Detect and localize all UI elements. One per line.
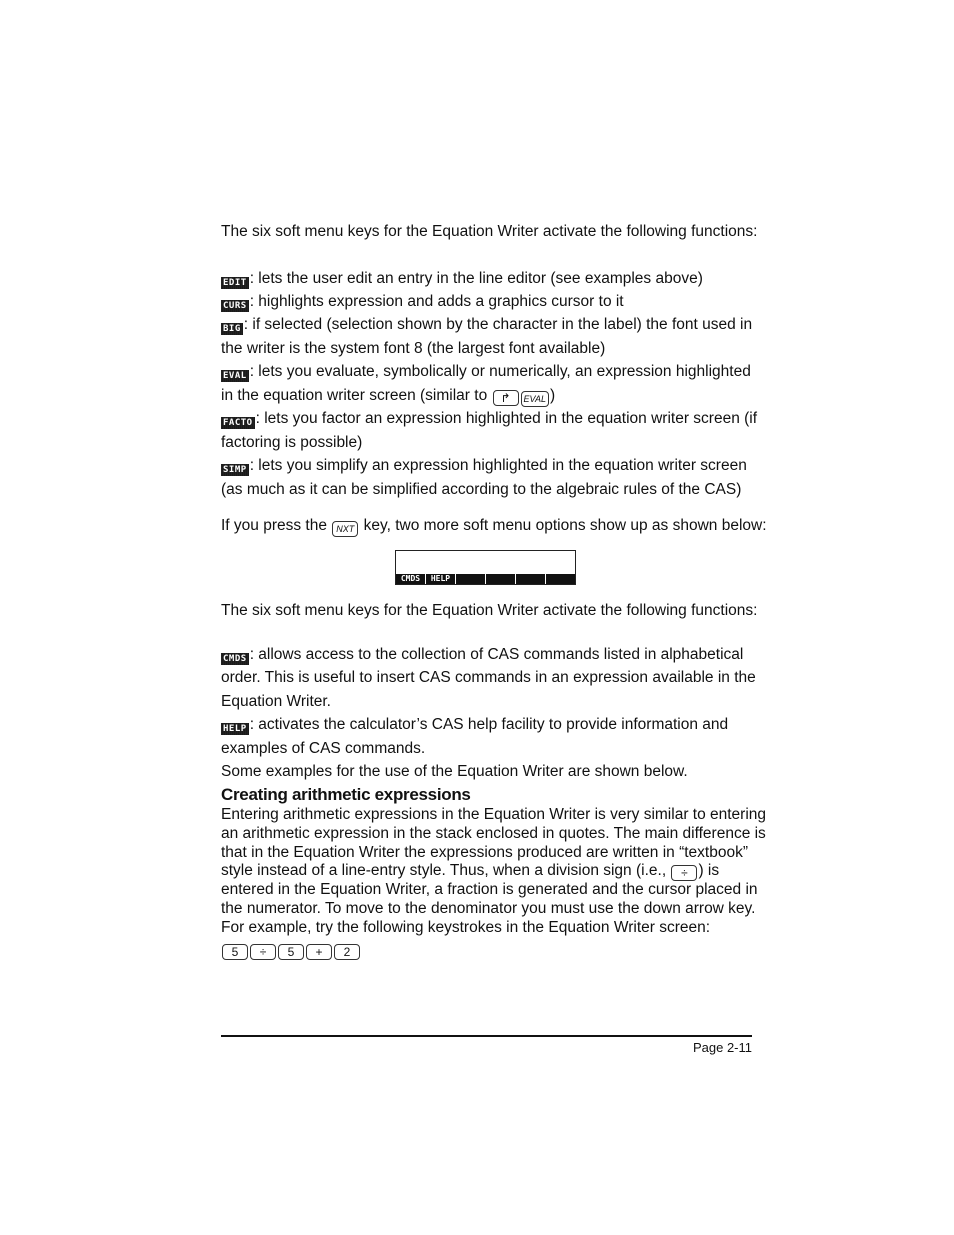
two-key-icon: 2 [334, 944, 360, 960]
help-softkey-icon: HELP [223, 724, 247, 734]
eval-key-icon: EVAL [521, 391, 550, 407]
footer-divider [221, 1035, 752, 1037]
five-key-icon: 5 [222, 944, 248, 960]
list-item-help-cont: examples of CAS commands. [221, 740, 426, 757]
curs-softkey-icon: CURS [223, 301, 247, 311]
nxt-sentence: If you press the NXT key, two more soft menu options show up as shown below: [221, 514, 752, 538]
menu-cell-5 [516, 574, 546, 584]
menu-cell-6 [546, 574, 575, 584]
facto-softkey-icon: FACTO [223, 418, 253, 428]
list-item-curs: CURS : highlights expression and adds a graphics cursor to it [223, 293, 624, 311]
divide-key-icon: ÷ [250, 944, 276, 960]
soft-menu-bar [396, 574, 575, 584]
simp-softkey-icon: SIMP [223, 465, 247, 475]
document-page [221, 0, 767, 1235]
menu-cell-help: HELP [426, 574, 456, 584]
list-item-eval: EVAL : lets you evaluate, symbolically or numerically, an expression highlighted [223, 363, 751, 381]
list-item-cmds-cont2: Equation Writer. [221, 693, 331, 710]
big-softkey-icon: BIG [223, 324, 241, 334]
menu-cell-4 [486, 574, 516, 584]
list-item-cmds-cont1: order. This is useful to insert CAS commands in an expression available in the [221, 669, 756, 686]
plus-key-icon: + [306, 944, 332, 960]
list-item-simp-cont: (as much as it can be simplified according to the algebraic rules of the CAS) [221, 481, 742, 498]
body-paragraph: Entering arithmetic expressions in the Equation Writer is very similar to entering an arithmetic expression in the stack enclosed in quotes. The main difference is that in the Equation Writer the expressions produced are written in “textbook” style instead of a line-entry style. Thus, when a division sign (i.e., ÷ ) is entered in the Equation Writer, a fraction is generated and the cursor placed in the numerator. To move to the denominator you must use the down arrow key. For example, try the following keystrokes in the Equation Writer screen: [221, 806, 767, 936]
intro-text-1: The six soft menu keys for the Equation Writer activate the following functions: [221, 223, 758, 240]
edit-softkey-icon: EDIT [223, 278, 247, 288]
list-item-edit: EDIT : lets the user edit an entry in the line editor (see examples above) [223, 270, 703, 288]
nxt-key-icon: NXT [332, 521, 358, 537]
menu-cell-3 [456, 574, 486, 584]
list-item-eval-cont: in the equation writer screen (similar to ↱ EVAL ) [221, 387, 556, 405]
calculator-screen-image [395, 550, 576, 585]
eval-softkey-icon: EVAL [223, 371, 247, 381]
examples-line: Some examples for the use of the Equation Writer are shown below. [221, 763, 688, 780]
five-key-icon: 5 [278, 944, 304, 960]
menu-cell-cmds: CMDS [396, 574, 426, 584]
section-heading: Creating arithmetic expressions [221, 785, 471, 804]
list-item-simp: SIMP : lets you simplify an expression highlighted in the equation writer screen [223, 457, 747, 475]
list-item-big: BIG : if selected (selection shown by the character in the label) the font used in [223, 316, 753, 334]
right-shift-key-icon: ↱ [493, 390, 519, 406]
intro-text-2: The six soft menu keys for the Equation Writer activate the following functions: [221, 602, 758, 619]
keystroke-sequence [221, 941, 361, 960]
list-item-help: HELP : activates the calculator’s CAS help facility to provide information and [223, 716, 729, 734]
cmds-softkey-icon: CMDS [223, 654, 247, 664]
list-item-cmds: CMDS : allows access to the collection of CAS commands listed in alphabetical [223, 646, 744, 664]
list-item-big-cont: the writer is the system font 8 (the largest font available) [221, 340, 606, 357]
page-number: Page 2-11 [692, 1040, 752, 1055]
list-item-facto: FACTO : lets you factor an expression highlighted in the equation writer screen (if [223, 410, 758, 428]
list-item-facto-cont: factoring is possible) [221, 434, 363, 451]
divide-key-icon: ÷ [671, 865, 697, 881]
